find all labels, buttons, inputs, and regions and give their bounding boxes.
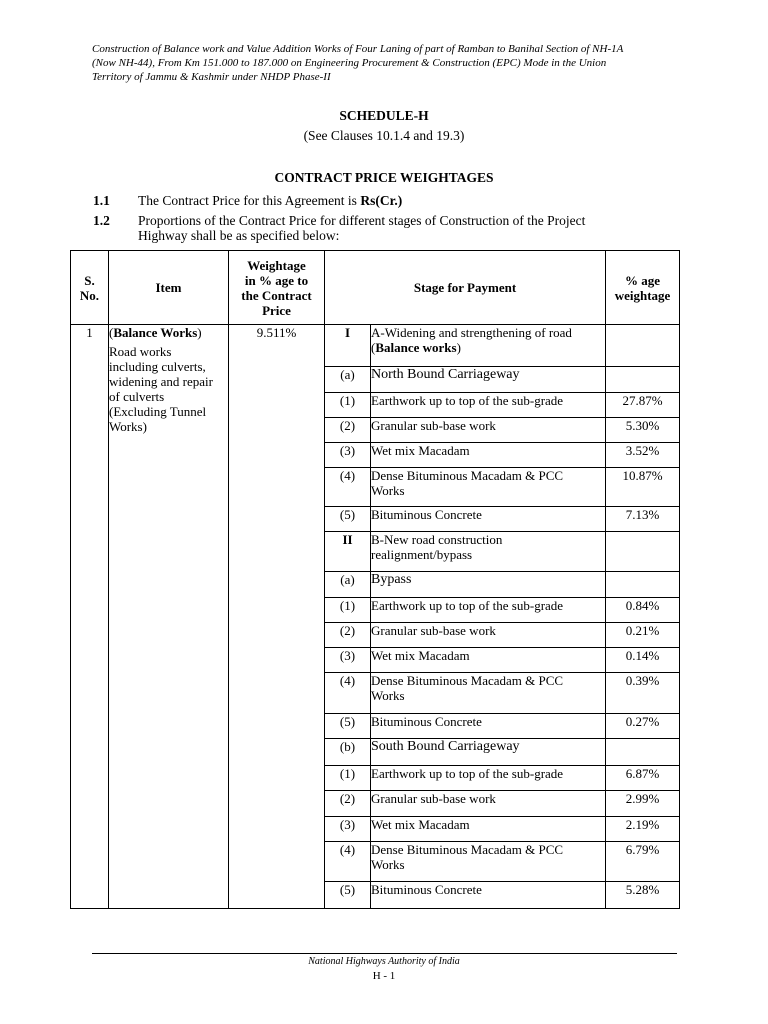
stage-code: (2)	[325, 623, 371, 648]
paragraph-text	[138, 213, 585, 243]
stage-weightage: 6.87%	[606, 766, 680, 791]
stage-description: North Bound Carriageway	[371, 367, 606, 393]
stage-weightage: 10.87%	[606, 468, 680, 507]
item-description-line: Road works	[109, 344, 172, 359]
footer-organization: National Highways Authority of India	[308, 956, 460, 967]
item-description-line: widening and repair	[109, 374, 213, 389]
stage-description: Granular sub-base work	[371, 418, 606, 443]
header-line: Territory of Jammu & Kashmir under NHDP Phase-II	[92, 71, 331, 83]
item-description	[109, 325, 229, 909]
stage-weightage	[606, 367, 680, 393]
paragraph-number: 1.1	[93, 193, 110, 208]
header-stage: Stage for Payment	[325, 251, 606, 325]
stage-description: Granular sub-base work	[371, 791, 606, 817]
stage-code: (1)	[325, 766, 371, 791]
header-line: Construction of Balance work and Value Addition Works of Four Laning of part of Ramban to Banihal Section of NH-1A	[92, 43, 624, 55]
item-description-line: (Excluding Tunnel	[109, 404, 207, 419]
stage-description: Wet mix Macadam	[371, 817, 606, 842]
stage-weightage	[606, 325, 680, 367]
stage-weightage: 0.14%	[606, 648, 680, 673]
stage-description: B-New road construction realignment/bypass	[371, 532, 606, 572]
stage-code: (4)	[325, 673, 371, 714]
stage-weightage: 2.99%	[606, 791, 680, 817]
stage-description: Earthwork up to top of the sub-grade	[371, 766, 606, 791]
paragraph-text-bold: Rs(Cr.)	[360, 193, 403, 208]
stage-description: Earthwork up to top of the sub-grade	[371, 598, 606, 623]
stage-description: Granular sub-base work	[371, 623, 606, 648]
schedule-title: SCHEDULE-H	[339, 108, 429, 123]
stage-weightage: 5.30%	[606, 418, 680, 443]
stage-description: Bituminous Concrete	[371, 507, 606, 532]
stage-weightage	[606, 572, 680, 598]
document-header	[92, 42, 692, 84]
stage-code: (4)	[325, 468, 371, 507]
paragraph-line: Proportions of the Contract Price for different stages of Construction of the Project	[138, 213, 586, 228]
stage-code: (3)	[325, 443, 371, 468]
stage-code: (5)	[325, 882, 371, 909]
item-description-line: Works)	[109, 419, 147, 434]
page-number: H - 1	[372, 970, 396, 982]
stage-code: (2)	[325, 791, 371, 817]
stage-code: I	[325, 325, 371, 367]
item-title: (Balance Works)	[109, 325, 202, 340]
stage-weightage: 0.39%	[606, 673, 680, 714]
stage-code: (5)	[325, 507, 371, 532]
header-percentage: % age weightage	[606, 251, 680, 325]
paragraph-text-prefix: The Contract Price for this Agreement is	[138, 193, 361, 208]
section-heading: CONTRACT PRICE WEIGHTAGES	[274, 170, 494, 185]
stage-description: Dense Bituminous Macadam & PCC Works	[371, 673, 606, 714]
schedule-subtitle: (See Clauses 10.1.4 and 19.3)	[303, 128, 465, 143]
stage-code: (1)	[325, 393, 371, 418]
stage-weightage: 7.13%	[606, 507, 680, 532]
stage-weightage: 0.84%	[606, 598, 680, 623]
table-header-row	[71, 251, 680, 325]
stage-description: Dense Bituminous Macadam & PCC Works	[371, 842, 606, 882]
stage-weightage: 0.27%	[606, 714, 680, 739]
stage-weightage: 27.87%	[606, 393, 680, 418]
header-sno: S. No.	[71, 251, 109, 325]
stage-description: Wet mix Macadam	[371, 443, 606, 468]
stage-code: (2)	[325, 418, 371, 443]
stage-code: (3)	[325, 817, 371, 842]
stage-description: Bituminous Concrete	[371, 714, 606, 739]
stage-description: A-Widening and strengthening of road (Balance works)	[371, 325, 606, 367]
stage-code: (1)	[325, 598, 371, 623]
item-description-line: of culverts	[109, 389, 165, 404]
weightage-value: 9.511%	[229, 325, 325, 909]
stage-code: (b)	[325, 739, 371, 766]
serial-number: 1	[71, 325, 109, 909]
stage-code: (a)	[325, 572, 371, 598]
stage-weightage: 3.52%	[606, 443, 680, 468]
stage-weightage	[606, 739, 680, 766]
table-row	[71, 325, 680, 367]
stage-code: (4)	[325, 842, 371, 882]
stage-weightage: 0.21%	[606, 623, 680, 648]
stage-code: (5)	[325, 714, 371, 739]
stage-code: (a)	[325, 367, 371, 393]
stage-description: South Bound Carriageway	[371, 739, 606, 766]
stage-description: Bypass	[371, 572, 606, 598]
stage-weightage: 6.79%	[606, 842, 680, 882]
paragraph-number: 1.2	[93, 213, 110, 228]
paragraph-text	[138, 193, 402, 208]
stage-description: Wet mix Macadam	[371, 648, 606, 673]
stage-description: Bituminous Concrete	[371, 882, 606, 909]
stage-weightage: 5.28%	[606, 882, 680, 909]
stage-weightage: 2.19%	[606, 817, 680, 842]
stage-code: II	[325, 532, 371, 572]
header-weightage: Weightage in % age to the Contract Price	[229, 251, 325, 325]
stage-description: Earthwork up to top of the sub-grade	[371, 393, 606, 418]
item-description-line: including culverts,	[109, 359, 206, 374]
stage-description: Dense Bituminous Macadam & PCC Works	[371, 468, 606, 507]
paragraph-line: Highway shall be as specified below:	[138, 228, 340, 243]
footer-divider	[92, 953, 677, 954]
stage-code: (3)	[325, 648, 371, 673]
stage-weightage	[606, 532, 680, 572]
contract-price-table	[70, 250, 680, 909]
header-line: (Now NH-44), From Km 151.000 to 187.000 on Engineering Procurement & Construction (EPC) Mode in the Union	[92, 57, 607, 69]
header-item: Item	[109, 251, 229, 325]
